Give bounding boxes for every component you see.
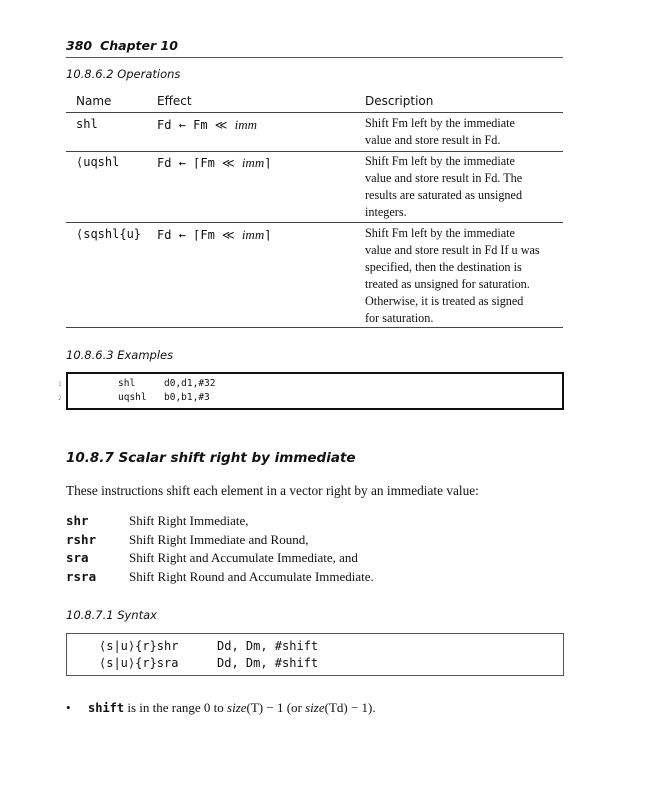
table-rule xyxy=(66,112,563,113)
desc-line: value and store result in Fd. xyxy=(365,133,501,147)
table-rule xyxy=(66,222,563,223)
examples-heading: 10.8.6.3 Examples xyxy=(66,348,174,362)
code-opcode: uqshl xyxy=(118,392,147,403)
code-operands: d0,d1,#32 xyxy=(164,378,216,389)
bullet-text-3: (Td) − 1). xyxy=(324,700,376,715)
size-function: size xyxy=(305,700,325,715)
code-operands: b0,b1,#3 xyxy=(164,392,210,403)
syntax-box xyxy=(66,633,564,676)
line-number: 2 xyxy=(58,395,62,402)
mnemonic-description: Shift Right and Accumulate Immediate, and xyxy=(129,550,358,565)
mnemonic-description: Shift Right Immediate, xyxy=(129,513,249,528)
op-name: ⟨sqshl{u} xyxy=(76,227,142,241)
mnemonic: rshr xyxy=(66,532,97,547)
table-rule xyxy=(66,151,563,152)
header-rule xyxy=(66,57,563,58)
effect-expression: Fd ← ⌈Fm ≪ xyxy=(157,228,242,242)
syntax-heading: 10.8.7.1 Syntax xyxy=(66,608,157,622)
column-header-effect: Effect xyxy=(157,94,192,108)
desc-line: specified, then the destination is xyxy=(365,260,522,274)
op-name: shl xyxy=(76,117,98,131)
desc-line: treated as unsigned for saturation. xyxy=(365,277,530,291)
desc-line: value and store result in Fd. The xyxy=(365,171,523,185)
bullet-marker: • xyxy=(66,700,71,715)
mnemonic: shr xyxy=(66,513,89,528)
op-effect xyxy=(157,117,257,133)
op-name: ⟨uqshl xyxy=(76,155,120,169)
effect-expression: Fd ← Fm ≪ xyxy=(157,118,235,132)
op-description xyxy=(365,225,561,327)
syntax-form: ⟨s|u⟩{r}sra xyxy=(99,656,179,670)
desc-line: integers. xyxy=(365,205,407,219)
page-number: 380 xyxy=(66,38,93,53)
effect-imm: imm xyxy=(241,227,265,242)
desc-line: Shift Fm left by the immediate xyxy=(365,226,515,240)
desc-line: value and store result in Fd If u was xyxy=(365,243,540,257)
section-heading: 10.8.7 Scalar shift right by immediate xyxy=(66,450,356,466)
bullet-text-2: (T) − 1 (or xyxy=(246,700,306,715)
bullet-code: shift xyxy=(88,701,125,715)
column-header-description: Description xyxy=(365,94,434,108)
effect-imm: imm xyxy=(234,117,257,132)
desc-line: Shift Fm left by the immediate xyxy=(365,154,515,168)
mnemonic-description: Shift Right Immediate and Round, xyxy=(129,532,309,547)
mnemonic: sra xyxy=(66,550,89,565)
bullet-text-1: is in the range 0 to xyxy=(124,700,228,715)
effect-close: ⌉ xyxy=(264,156,272,170)
op-effect xyxy=(157,155,271,171)
syntax-form: ⟨s|u⟩{r}shr xyxy=(99,639,179,653)
effect-close: ⌉ xyxy=(264,228,272,242)
operations-heading: 10.8.6.2 Operations xyxy=(66,67,181,81)
mnemonic: rsra xyxy=(66,569,97,584)
op-description xyxy=(365,153,561,221)
effect-expression: Fd ← ⌈Fm ≪ xyxy=(157,156,242,170)
bullet-item xyxy=(88,700,376,716)
desc-line: for saturation. xyxy=(365,311,434,325)
chapter-label: Chapter 10 xyxy=(100,38,178,53)
line-number: 1 xyxy=(58,381,62,388)
mnemonic-description: Shift Right Round and Accumulate Immediate. xyxy=(129,569,374,584)
op-description xyxy=(365,115,561,149)
syntax-operands: Dd, Dm, #shift xyxy=(217,639,319,653)
running-head xyxy=(66,38,178,53)
size-function: size xyxy=(227,700,247,715)
desc-line: Otherwise, it is treated as signed xyxy=(365,294,524,308)
syntax-operands: Dd, Dm, #shift xyxy=(217,656,319,670)
effect-imm: imm xyxy=(241,155,265,170)
column-header-name: Name xyxy=(76,94,112,108)
desc-line: Shift Fm left by the immediate xyxy=(365,116,515,130)
table-rule xyxy=(66,327,563,328)
code-opcode: shl xyxy=(118,378,136,389)
desc-line: results are saturated as unsigned xyxy=(365,188,523,202)
intro-paragraph: These instructions shift each element in a vector right by an immediate value: xyxy=(66,483,479,498)
op-effect xyxy=(157,227,271,243)
code-listing-box xyxy=(66,372,564,410)
